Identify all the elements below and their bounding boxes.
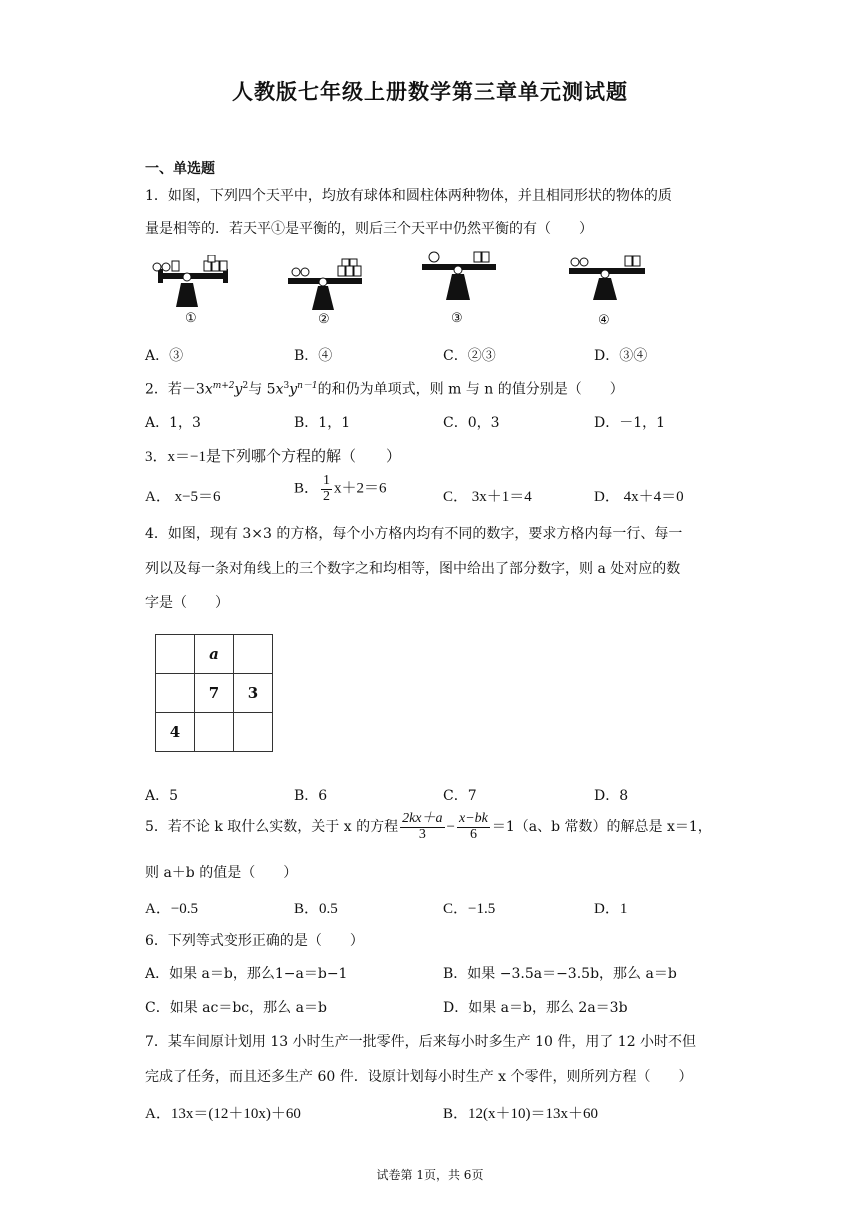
scale-label-1: ① (185, 311, 197, 326)
balance-scale-2 (282, 258, 372, 313)
q3-option-c[interactable]: C． 3x＋1＝4 (443, 489, 532, 505)
q1-text-line1: 1．如图，下列四个天平中，均放有球体和圆柱体两种物体，并且相同形状的物体的质 (145, 188, 672, 204)
q4-text-line3: 字是（ ） (145, 595, 229, 611)
q2-option-d[interactable]: D．－1，1 (594, 415, 666, 431)
grid-cell (234, 635, 273, 674)
q5-text-line2: 则 a＋b 的值是（ ） (145, 865, 298, 881)
q2-option-a[interactable]: A．1，3 (145, 415, 201, 431)
scale-label-2: ② (318, 312, 330, 327)
grid-cell: a (195, 635, 234, 674)
q1-text-line2: 量是相等的．若天平①是平衡的，则后三个天平中仍然平衡的有（ ） (145, 221, 593, 237)
q5-option-c[interactable]: C．−1.5 (443, 901, 496, 917)
grid-cell (156, 674, 195, 713)
scale-label-4: ④ (598, 313, 610, 328)
fraction-2: $\frac{x-bk}{6}$ (459, 811, 488, 842)
q4-option-b[interactable]: B．6 (294, 788, 328, 804)
q6-option-a[interactable]: A．如果 a＝b，那么1−a＝b−1 (145, 966, 348, 982)
q7-option-a[interactable]: A．13x＝(12＋10x)＋60 (145, 1106, 301, 1122)
q3-text: 3．x＝−1是下列哪个方程的解（ ） (145, 449, 401, 465)
scale-label-3: ③ (451, 311, 463, 326)
fraction-1: $\frac{2kx+a}{3}$ (402, 811, 443, 842)
q1-option-a[interactable]: A．③ (145, 348, 184, 364)
magic-square-grid (155, 634, 273, 752)
fraction-half: $\frac{1}{2}$ (323, 473, 331, 504)
grid-cell: 7 (195, 674, 234, 713)
q5-option-a[interactable]: A．−0.5 (145, 901, 199, 917)
q7-text-line1: 7．某车间原计划用 13 小时生产一批零件，后来每小时多生产 10 件，用了 12 小时不但 (145, 1034, 697, 1050)
q6-option-c[interactable]: C．如果 ac＝bc，那么 a＝b (145, 1000, 327, 1016)
q1-option-b[interactable]: B．④ (294, 348, 333, 364)
q4-option-d[interactable]: D．8 (594, 788, 629, 804)
q2-text: 2．若$-3x^{m+2}y^2$与 $5x^3y^{n-1}$的和仍为单项式，则 m 与 n 的值分别是（ ） (145, 381, 624, 398)
q4-text-line1: 4．如图，现有 3×3 的方格，每个小方格内均有不同的数字，要求方格内每一行、每一 (145, 526, 683, 542)
grid-cell (156, 635, 195, 674)
q3-option-d[interactable]: D． 4x＋4＝0 (594, 489, 684, 505)
q6-option-b[interactable]: B．如果 −3.5a＝−3.5b，那么 a＝b (443, 966, 677, 982)
q2-option-c[interactable]: C．0，3 (443, 415, 500, 431)
balance-scale-1 (148, 255, 238, 310)
q6-text: 6．下列等式变形正确的是（ ） (145, 933, 364, 949)
page-footer: 试卷第 1页，共 6页 (376, 1168, 484, 1182)
balance-scale-4 (565, 254, 650, 304)
q5-option-b[interactable]: B．0.5 (294, 901, 338, 917)
q3-option-a[interactable]: A． x−5＝6 (145, 489, 221, 505)
balance-scale-3 (418, 250, 503, 305)
q4-option-a[interactable]: A．5 (145, 788, 179, 804)
q4-option-c[interactable]: C．7 (443, 788, 477, 804)
q2-option-b[interactable]: B．1，1 (294, 415, 351, 431)
q6-option-d[interactable]: D．如果 a＝b，那么 2a＝3b (443, 1000, 628, 1016)
q1-option-c[interactable]: C．②③ (443, 348, 496, 364)
grid-cell (234, 713, 273, 752)
q7-text-line2: 完成了任务，而且还多生产 60 件．设原计划每小时生产 x 个零件，则所列方程（ ） (145, 1069, 693, 1085)
grid-cell (195, 713, 234, 752)
q7-option-b[interactable]: B．12(x＋10)＝13x＋60 (443, 1106, 598, 1122)
grid-cell: 3 (234, 674, 273, 713)
q4-text-line2: 列以及每一条对角线上的三个数字之和均相等，图中给出了部分数字，则 a 处对应的数 (145, 561, 681, 577)
section-heading: 一、单选题 (145, 161, 215, 177)
q1-option-d[interactable]: D．③④ (594, 348, 648, 364)
grid-cell: 4 (156, 713, 195, 752)
q5-text-line1: 5．若不论 k 取什么实数，关于 x 的方程 $\frac{2kx+a}{3}$ − $\frac{x-bk}{6}$ ＝1（a、b 常数）的解总是 x＝1， (145, 811, 712, 842)
q5-option-d[interactable]: D．1 (594, 901, 628, 917)
page-title: 人教版七年级上册数学第三章单元测试题 (232, 80, 628, 104)
q3-option-b[interactable]: B． $\frac{1}{2}$ x＋2＝6 (294, 473, 387, 504)
